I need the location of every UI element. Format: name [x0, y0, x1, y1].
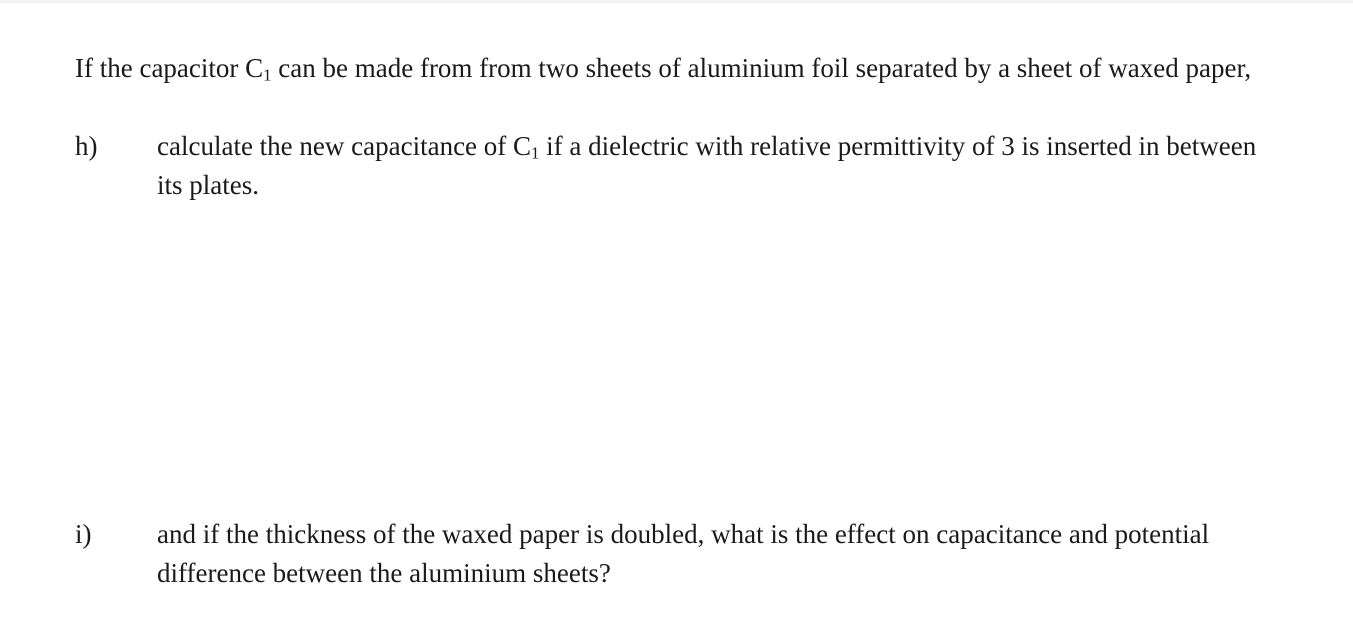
intro-text-start: If the capacitor C — [75, 53, 264, 83]
question-intro — [75, 49, 1275, 88]
subscript: 1 — [531, 143, 540, 163]
question-text-end: if a dielectric with relative permittivity of 3 is inserted in between its plates. — [157, 131, 1257, 200]
subscript: 1 — [263, 65, 272, 85]
question-text: and if the thickness of the waxed paper is doubled, what is the effect on capacitance and potential difference between the aluminium sheets? — [157, 519, 1210, 588]
intro-text-end: can be made from from two sheets of aluminium foil separated by a sheet of waxed paper, — [271, 53, 1252, 83]
question-label: h) — [75, 131, 98, 161]
question-label: i) — [75, 519, 92, 549]
question-text — [157, 127, 1287, 205]
question-text-start: calculate the new capacitance of C — [157, 131, 532, 161]
top-border — [0, 0, 1353, 3]
